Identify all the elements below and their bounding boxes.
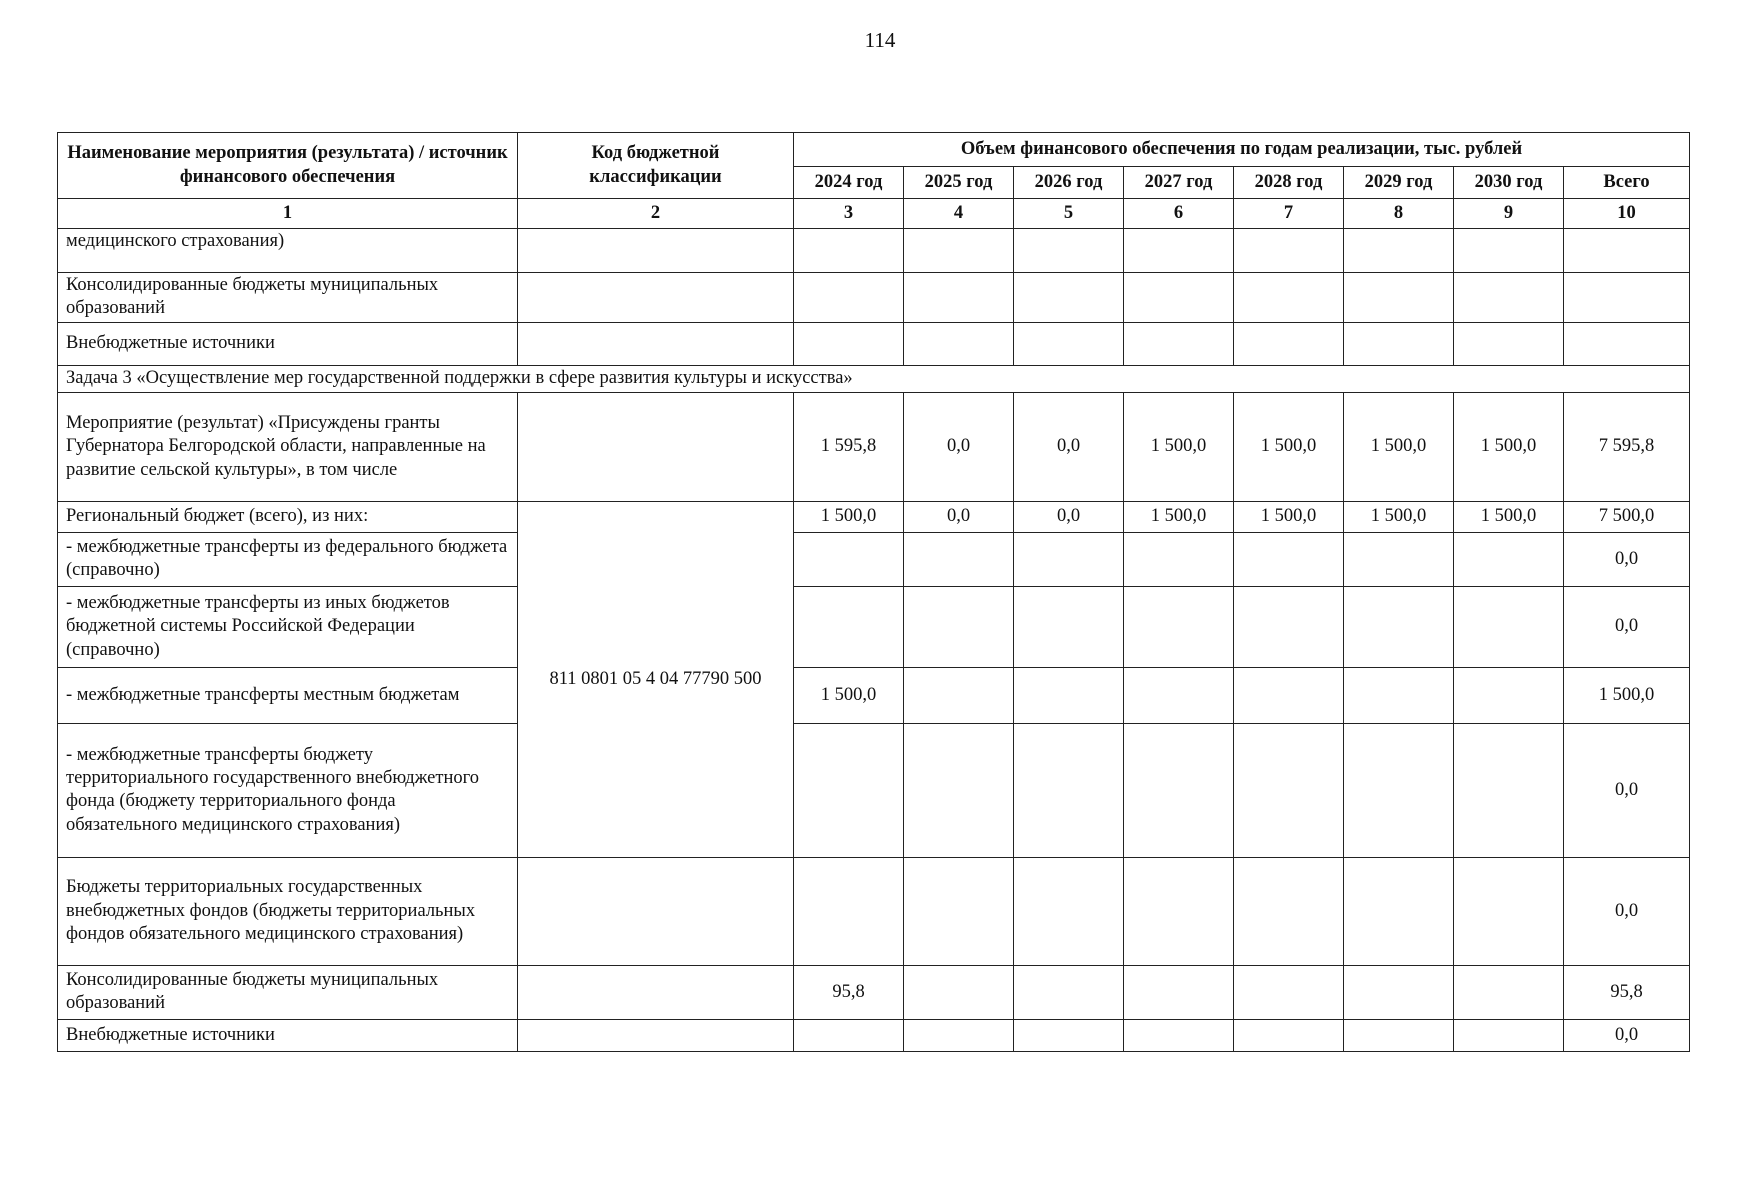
row-value bbox=[794, 532, 904, 586]
row-value bbox=[904, 1019, 1014, 1051]
row-code bbox=[518, 1019, 794, 1051]
event-value: 1 500,0 bbox=[1344, 392, 1454, 501]
header-year: 2027 год bbox=[1124, 167, 1234, 199]
row-value: 0,0 bbox=[1564, 723, 1690, 857]
row-value bbox=[1014, 723, 1124, 857]
event-name: Мероприятие (результат) «Присуждены гранты Губернатора Белгородской области, направленные на развитие сельской культуры», в том числе bbox=[58, 392, 518, 501]
column-number: 1 bbox=[58, 199, 518, 229]
row-value bbox=[1344, 322, 1454, 365]
event-value: 0,0 bbox=[1014, 392, 1124, 501]
row-value bbox=[1124, 857, 1234, 965]
row-value bbox=[794, 857, 904, 965]
row-value: 1 500,0 bbox=[1564, 667, 1690, 723]
row-value: 95,8 bbox=[1564, 965, 1690, 1019]
row-value: 0,0 bbox=[1014, 501, 1124, 532]
row-value bbox=[1234, 229, 1344, 273]
row-value: 7 500,0 bbox=[1564, 501, 1690, 532]
table-row bbox=[58, 965, 1690, 1019]
row-value: 1 500,0 bbox=[1124, 501, 1234, 532]
row-value bbox=[1234, 667, 1344, 723]
row-value bbox=[1344, 667, 1454, 723]
row-value bbox=[1454, 586, 1564, 667]
row-value bbox=[794, 322, 904, 365]
budget-code: 811 0801 05 4 04 77790 500 bbox=[518, 501, 794, 857]
row-value bbox=[1234, 965, 1344, 1019]
row-value bbox=[1344, 1019, 1454, 1051]
row-value bbox=[904, 532, 1014, 586]
header-year: 2028 год bbox=[1234, 167, 1344, 199]
row-value bbox=[1014, 229, 1124, 273]
event-value: 1 595,8 bbox=[794, 392, 904, 501]
row-value: 0,0 bbox=[1564, 532, 1690, 586]
column-number: 9 bbox=[1454, 199, 1564, 229]
budget-table bbox=[57, 132, 1690, 1052]
row-name: медицинского страхования) bbox=[58, 229, 518, 273]
row-name: Бюджеты территориальных государственных внебюджетных фондов (бюджеты территориальных фондов обязательного медицинского страхования) bbox=[58, 857, 518, 965]
row-value bbox=[1014, 1019, 1124, 1051]
row-value: 1 500,0 bbox=[794, 667, 904, 723]
column-number: 2 bbox=[518, 199, 794, 229]
table-row bbox=[58, 229, 1690, 273]
header-code: Код бюджетной классификации bbox=[518, 133, 794, 199]
row-value: 1 500,0 bbox=[1454, 501, 1564, 532]
row-value bbox=[1344, 229, 1454, 273]
event-value: 1 500,0 bbox=[1454, 392, 1564, 501]
row-name: Внебюджетные источники bbox=[58, 1019, 518, 1051]
row-value bbox=[794, 586, 904, 667]
table-row bbox=[58, 501, 1690, 532]
row-value bbox=[794, 723, 904, 857]
row-value bbox=[1014, 586, 1124, 667]
row-value bbox=[1564, 322, 1690, 365]
header-year: 2024 год bbox=[794, 167, 904, 199]
column-number: 3 bbox=[794, 199, 904, 229]
header-year: 2025 год bbox=[904, 167, 1014, 199]
row-value bbox=[1344, 586, 1454, 667]
row-code bbox=[518, 273, 794, 323]
event-value: 1 500,0 bbox=[1234, 392, 1344, 501]
column-number: 7 bbox=[1234, 199, 1344, 229]
event-row bbox=[58, 392, 1690, 501]
row-value bbox=[1564, 273, 1690, 323]
row-value bbox=[1454, 322, 1564, 365]
task-title: Задача 3 «Осуществление мер государственной поддержки в сфере развития культуры и искусства» bbox=[58, 365, 1690, 392]
row-code bbox=[518, 229, 794, 273]
row-value bbox=[1234, 586, 1344, 667]
header-year: 2029 год bbox=[1344, 167, 1454, 199]
row-value bbox=[1124, 586, 1234, 667]
table-row bbox=[58, 667, 1690, 723]
row-name: Региональный бюджет (всего), из них: bbox=[58, 501, 518, 532]
row-value bbox=[1564, 229, 1690, 273]
header-year: 2026 год bbox=[1014, 167, 1124, 199]
row-value bbox=[1124, 723, 1234, 857]
event-value: 1 500,0 bbox=[1124, 392, 1234, 501]
row-value bbox=[904, 965, 1014, 1019]
row-value bbox=[1454, 1019, 1564, 1051]
row-value bbox=[1014, 965, 1124, 1019]
row-value bbox=[1454, 965, 1564, 1019]
event-value: 0,0 bbox=[904, 392, 1014, 501]
column-number: 8 bbox=[1344, 199, 1454, 229]
event-value: 7 595,8 bbox=[1564, 392, 1690, 501]
row-value bbox=[1014, 857, 1124, 965]
row-value bbox=[1124, 1019, 1234, 1051]
column-number: 4 bbox=[904, 199, 1014, 229]
row-value: 0,0 bbox=[1564, 1019, 1690, 1051]
page-number: 114 bbox=[864, 28, 896, 52]
row-name: Консолидированные бюджеты муниципальных образований bbox=[58, 273, 518, 323]
table-row bbox=[58, 532, 1690, 586]
row-value bbox=[1234, 1019, 1344, 1051]
row-value bbox=[1014, 273, 1124, 323]
table-row bbox=[58, 586, 1690, 667]
row-value bbox=[794, 229, 904, 273]
row-value bbox=[1344, 273, 1454, 323]
row-value bbox=[1344, 723, 1454, 857]
row-value bbox=[1124, 229, 1234, 273]
table-row bbox=[58, 1019, 1690, 1051]
row-value bbox=[1234, 857, 1344, 965]
row-code bbox=[518, 322, 794, 365]
row-value bbox=[1014, 667, 1124, 723]
table-row bbox=[58, 322, 1690, 365]
row-value bbox=[1124, 273, 1234, 323]
row-value: 0,0 bbox=[1564, 857, 1690, 965]
row-value bbox=[1124, 965, 1234, 1019]
row-name: - межбюджетные трансферты из иных бюджетов бюджетной системы Российской Федерации (справочно) bbox=[58, 586, 518, 667]
row-name: - межбюджетные трансферты бюджету территориального государственного внебюджетного фонда (бюджету территориального фонда обязательного медицинского страхования) bbox=[58, 723, 518, 857]
row-value: 95,8 bbox=[794, 965, 904, 1019]
column-number: 10 bbox=[1564, 199, 1690, 229]
row-value bbox=[1454, 857, 1564, 965]
header-volume: Объем финансового обеспечения по годам реализации, тыс. рублей bbox=[794, 133, 1690, 167]
row-value: 1 500,0 bbox=[794, 501, 904, 532]
row-code bbox=[518, 392, 794, 501]
row-value bbox=[1344, 532, 1454, 586]
row-name: Внебюджетные источники bbox=[58, 322, 518, 365]
row-value bbox=[904, 229, 1014, 273]
row-value bbox=[904, 723, 1014, 857]
row-value bbox=[1124, 322, 1234, 365]
row-value bbox=[794, 273, 904, 323]
row-value: 1 500,0 bbox=[1344, 501, 1454, 532]
row-value bbox=[904, 586, 1014, 667]
row-value: 1 500,0 bbox=[1234, 501, 1344, 532]
row-value bbox=[1124, 532, 1234, 586]
row-value bbox=[1234, 322, 1344, 365]
row-value bbox=[1124, 667, 1234, 723]
row-value bbox=[904, 857, 1014, 965]
row-value bbox=[1234, 723, 1344, 857]
row-code bbox=[518, 857, 794, 965]
row-value: 0,0 bbox=[1564, 586, 1690, 667]
column-number: 6 bbox=[1124, 199, 1234, 229]
row-value bbox=[904, 667, 1014, 723]
row-value bbox=[1454, 273, 1564, 323]
row-value bbox=[904, 273, 1014, 323]
table-row bbox=[58, 273, 1690, 323]
row-value bbox=[1014, 532, 1124, 586]
row-value bbox=[1454, 723, 1564, 857]
row-value bbox=[1344, 857, 1454, 965]
row-value bbox=[794, 1019, 904, 1051]
column-number: 5 bbox=[1014, 199, 1124, 229]
header-total: Всего bbox=[1564, 167, 1690, 199]
row-value bbox=[1344, 965, 1454, 1019]
row-code bbox=[518, 965, 794, 1019]
header-year: 2030 год bbox=[1454, 167, 1564, 199]
task-row bbox=[58, 365, 1690, 392]
row-value bbox=[1014, 322, 1124, 365]
row-value bbox=[904, 322, 1014, 365]
table-row bbox=[58, 857, 1690, 965]
row-value: 0,0 bbox=[904, 501, 1014, 532]
row-value bbox=[1234, 273, 1344, 323]
row-name: - межбюджетные трансферты местным бюджетам bbox=[58, 667, 518, 723]
row-name: Консолидированные бюджеты муниципальных образований bbox=[58, 965, 518, 1019]
header-name: Наименование мероприятия (результата) / источник финансового обеспечения bbox=[58, 133, 518, 199]
row-value bbox=[1234, 532, 1344, 586]
row-value bbox=[1454, 229, 1564, 273]
row-value bbox=[1454, 532, 1564, 586]
row-value bbox=[1454, 667, 1564, 723]
row-name: - межбюджетные трансферты из федерального бюджета (справочно) bbox=[58, 532, 518, 586]
table-row bbox=[58, 723, 1690, 857]
